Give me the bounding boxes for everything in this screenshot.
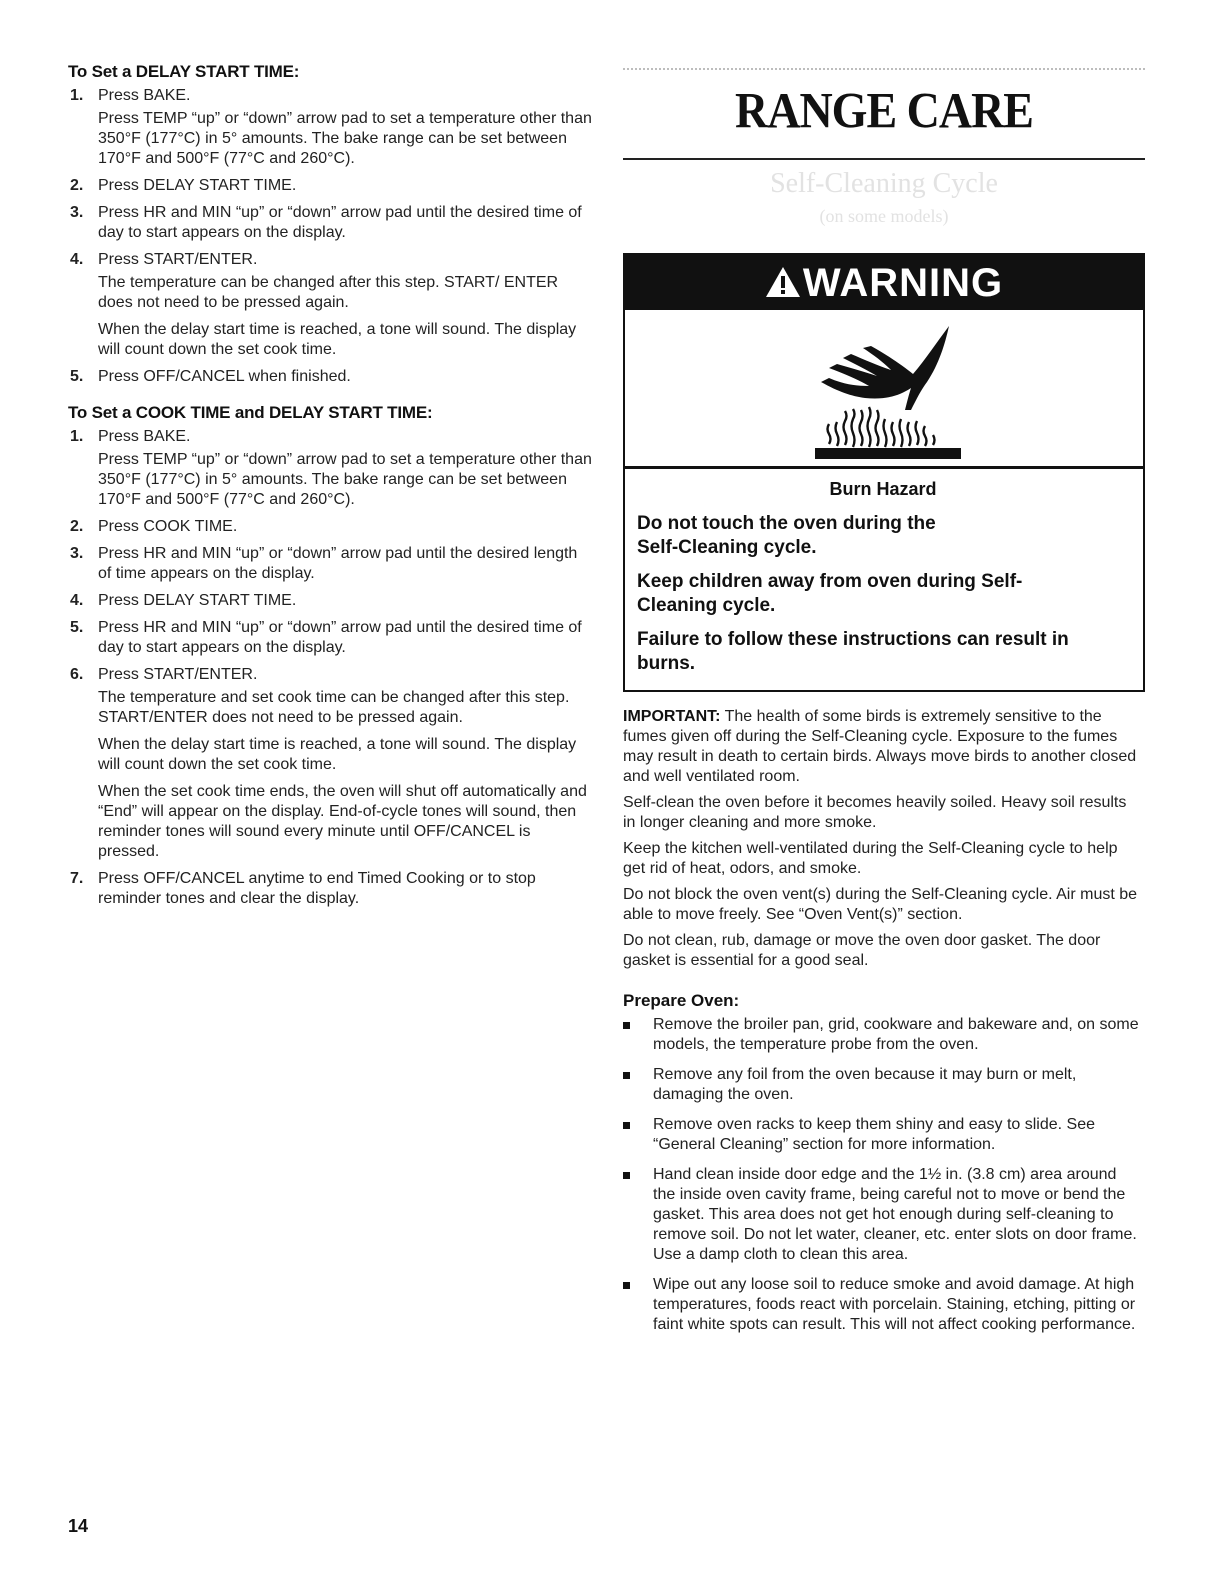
step-text: Press START/ENTER. (98, 251, 258, 268)
list-item (623, 1165, 1143, 1265)
step-item (68, 367, 593, 387)
page-number: 14 (68, 1516, 89, 1536)
important-note (623, 707, 1143, 787)
warning-banner (625, 255, 1143, 310)
dotted-divider (623, 68, 1145, 72)
step-item (68, 176, 593, 196)
section-heading: To Set a DELAY START TIME: (68, 62, 300, 81)
prepare-oven-heading: Prepare Oven: (623, 991, 740, 1010)
step-text: Press DELAY START TIME. (98, 592, 297, 609)
step-item (68, 517, 593, 537)
left-column (68, 62, 593, 919)
step-item (68, 591, 593, 611)
list-item-text: Remove the broiler pan, grid, cookware and bakeware and, on some models, the temperature probe from the oven. (653, 1016, 1139, 1053)
step-number: 4. (70, 592, 84, 609)
body-paragraph: Do not block the oven vent(s) during the Self-Cleaning cycle. Air must be able to move freely. See “Oven Vent(s)” section. (623, 886, 1138, 923)
section-subtitle-note: (on some models) (819, 206, 949, 226)
list-item (623, 1115, 1143, 1155)
list-item-text: Remove oven racks to keep them shiny and easy to slide. See “General Cleaning” section for more information. (653, 1116, 1096, 1153)
step-number: 1. (70, 428, 84, 445)
step-number: 4. (70, 251, 84, 268)
warning-box (623, 253, 1145, 692)
step-text: Press TEMP “up” or “down” arrow pad to set a temperature other than 350°F (177°C) in 5° amounts. The bake range can be set between 170°F and 500°F (77°C and 260°C). (98, 451, 592, 508)
list-item (623, 1275, 1143, 1335)
step-item (68, 427, 593, 510)
title-divider (623, 158, 1145, 160)
step-text: Press BAKE. (98, 87, 191, 104)
step-text: Press OFF/CANCEL anytime to end Timed Cooking or to stop reminder tones and clear the display. (98, 870, 536, 907)
step-item (68, 665, 593, 862)
self-clean-body (623, 707, 1143, 1345)
step-text: Press DELAY START TIME. (98, 177, 297, 194)
step-item (68, 544, 593, 584)
important-text: The health of some birds is extremely sensitive to the fumes given off during the Self-Cleaning cycle. Exposure to the fumes may result in death to certain birds. Always move birds to another closed and well ventilated room. (623, 708, 1137, 785)
section-delay-start (68, 62, 593, 387)
step-number: 2. (70, 177, 84, 194)
step-number: 5. (70, 368, 84, 385)
step-item (68, 86, 593, 169)
bullet-square-icon (623, 1022, 630, 1029)
prepare-oven-list (623, 1015, 1143, 1335)
step-text: Press BAKE. (98, 428, 191, 445)
list-item-text: Remove any foil from the oven because it may burn or melt, damaging the oven. (653, 1066, 1077, 1103)
step-number: 5. (70, 619, 84, 636)
step-item (68, 869, 593, 909)
step-item (68, 618, 593, 658)
hazard-text (625, 469, 1143, 676)
list-item (623, 1015, 1143, 1055)
step-text: Press START/ENTER. (98, 666, 258, 683)
body-paragraph: Self-clean the oven before it becomes heavily soiled. Heavy soil results in longer cleaning and more smoke. (623, 794, 1127, 831)
step-number: 3. (70, 545, 84, 562)
bullet-square-icon (623, 1072, 630, 1079)
body-paragraph: Do not clean, rub, damage or move the oven door gasket. The door gasket is essential for a good seal. (623, 932, 1101, 969)
list-item (623, 1065, 1143, 1105)
step-text: Press COOK TIME. (98, 518, 238, 535)
step-text: Press TEMP “up” or “down” arrow pad to set a temperature other than 350°F (177°C) in 5° amounts. The bake range can be set between 170°F and 500°F (77°C and 260°C). (98, 110, 592, 167)
important-label: IMPORTANT: (623, 708, 721, 725)
bullet-square-icon (623, 1172, 630, 1179)
hand-burn-icon (799, 324, 969, 459)
step-text: When the set cook time ends, the oven will shut off automatically and “End” will appear on the display. End-of-cycle tones will sound, then reminder tones will sound every minute until OFF/CANCEL is pressed. (98, 783, 587, 860)
step-text: Press HR and MIN “up” or “down” arrow pad until the desired time of day to start appears on the display. (98, 204, 582, 241)
burn-hazard-graphic (625, 310, 1143, 469)
step-text: When the delay start time is reached, a tone will sound. The display will count down the set cook time. (98, 321, 577, 358)
warning-triangle-icon (765, 257, 801, 314)
step-number: 1. (70, 87, 84, 104)
hazard-instruction: Do not touch the oven during the Self-Cleaning cycle. (637, 513, 936, 558)
step-number: 2. (70, 518, 84, 535)
bullet-square-icon (623, 1122, 630, 1129)
steps-list (68, 427, 593, 909)
steps-list (68, 86, 593, 387)
list-item-text: Hand clean inside door edge and the 1½ in. (3.8 cm) area around the inside oven cavity frame, being careful not to move or bend the gasket. This area does not get hot enough during self-cleaning to remove soil. Do not let water, cleaner, etc. enter slots on door frame. Use a damp cloth to clean this area. (653, 1166, 1137, 1263)
step-text: Press HR and MIN “up” or “down” arrow pad until the desired time of day to start appears on the display. (98, 619, 582, 656)
step-number: 3. (70, 204, 84, 221)
list-item-text: Wipe out any loose soil to reduce smoke and avoid damage. At high temperatures, foods react with porcelain. Staining, etching, pitting or faint white spots can result. This will not affect cooking performance. (653, 1276, 1136, 1333)
step-number: 6. (70, 666, 84, 683)
step-item (68, 203, 593, 243)
bullet-square-icon (623, 1282, 630, 1289)
warning-label: WARNING (802, 261, 1004, 305)
step-text: The temperature can be changed after this step. START/ ENTER does not need to be pressed again. (98, 274, 559, 311)
section-heading: To Set a COOK TIME and DELAY START TIME: (68, 403, 433, 422)
hazard-instruction: Failure to follow these instructions can result in burns. (637, 629, 1069, 674)
page-title: RANGE CARE (735, 82, 1033, 139)
body-paragraph: Keep the kitchen well-ventilated during the Self-Cleaning cycle to help get rid of heat, odors, and smoke. (623, 840, 1118, 877)
hazard-label: Burn Hazard (829, 479, 937, 499)
step-text: The temperature and set cook time can be changed after this step. START/ENTER does not need to be pressed again. (98, 689, 570, 726)
section-subtitle: Self-Cleaning Cycle (770, 168, 998, 199)
hazard-instruction: Keep children away from oven during Self-Cleaning cycle. (637, 571, 1023, 616)
step-text: Press OFF/CANCEL when finished. (98, 368, 351, 385)
step-text: When the delay start time is reached, a tone will sound. The display will count down the set cook time. (98, 736, 577, 773)
step-text: Press HR and MIN “up” or “down” arrow pad until the desired length of time appears on the display. (98, 545, 578, 582)
section-cook-and-delay (68, 403, 593, 909)
step-number: 7. (70, 870, 84, 887)
step-item (68, 250, 593, 360)
